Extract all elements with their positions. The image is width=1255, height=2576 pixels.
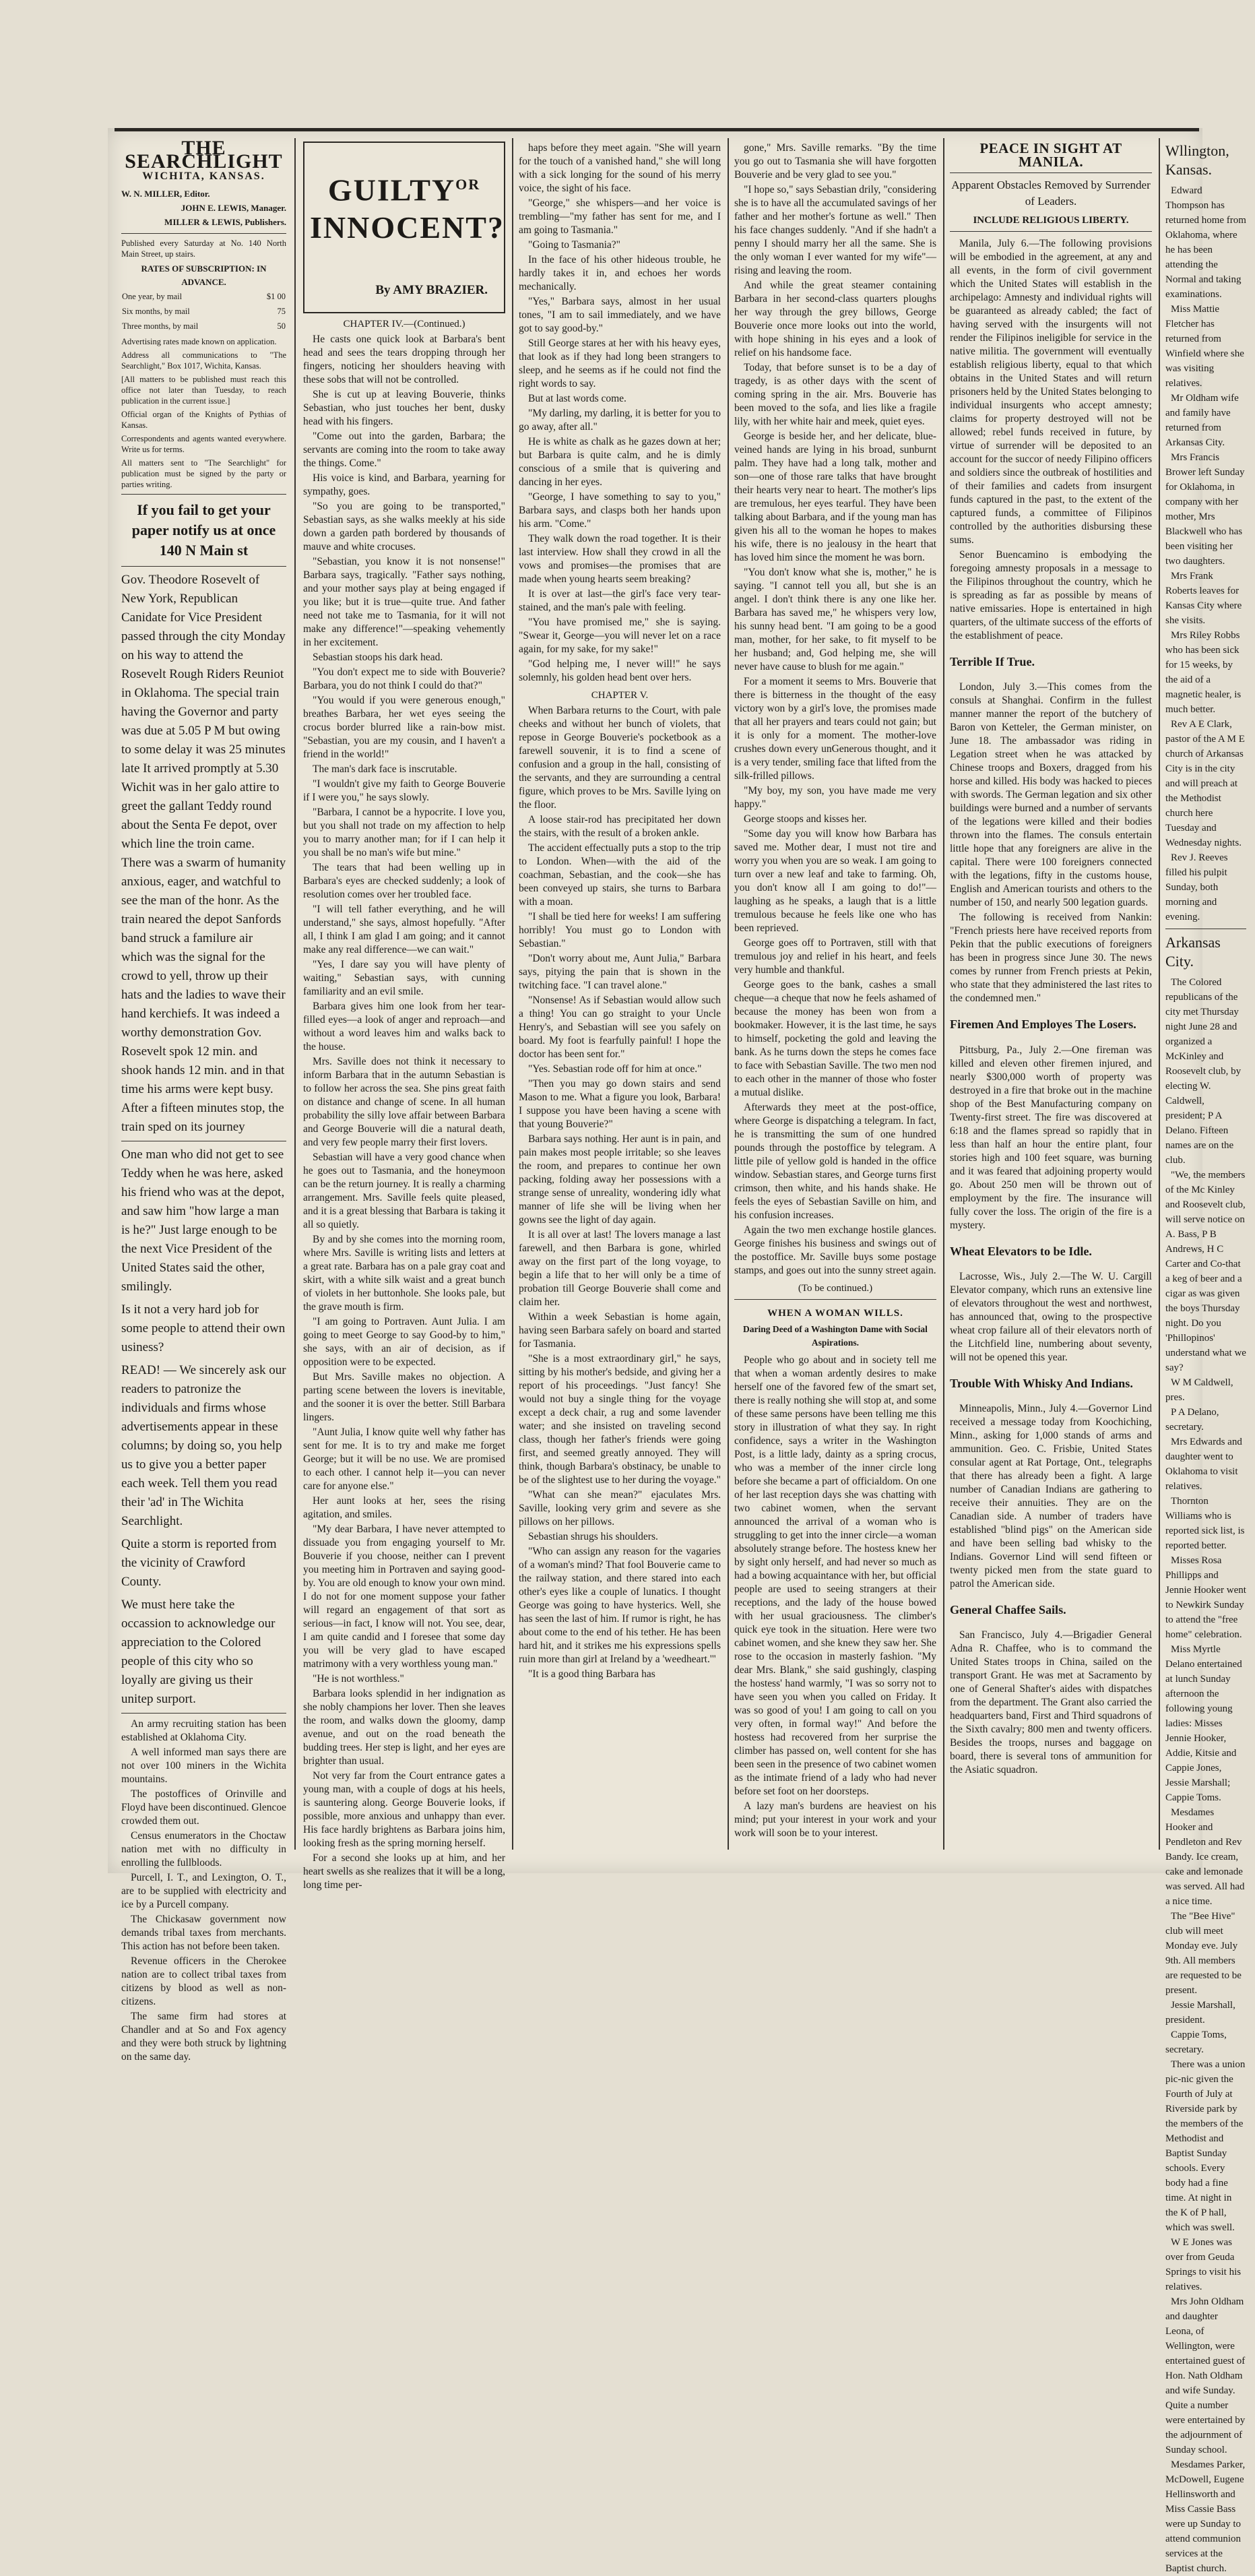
news-heading: Firemen And Employes The Losers. <box>950 1017 1136 1032</box>
paragraph: "Aunt Julia, I know quite well why father has sent for me. It is to try and make me forget George; but it will be no use. We are promised to each other. I cannot help it—you can never care for anyone else." <box>303 1426 505 1492</box>
roosevelt-item: Gov. Theodore Rosevelt of New York, Republican Canidate for Vice President passed through the city Monday on his way to attend the Rosevelt Rough Riders Reuniot in Oklahoma. The special train having the Governor and party was due at 5.05 P M but owing to some delay it was 25 minutes late It arrived promptly at 5.30 Wichit was in her galo attire to greet the gallant Teddy round about the Senta Fe depot, over which line the troin came. There was a swarm of humanity anxious, eager, and watchful to see the man of the honr. As the train neared the depot Sanfords band struck a familure air which was the signal for the crowd to yell, throw up their hats and the ladies to wave their hand kerchiefs. It was indeed a worthy demonstration Gov. Rosevelt spok 12 min. and shook hands 12 min. and in that time his arms were kept busy. After a fifteen minutes stop, the train sped on its journey <box>121 573 286 1134</box>
paragraph: P A Delano, secretary. <box>1165 1407 1219 1433</box>
peace-subtitle2: INCLUDE RELIGIOUS LIBERTY. <box>950 214 1152 232</box>
paragraph: "Barbara, I cannot be a hypocrite. I love you, but you shall not trade on my affection to help you to marry another man; for if I can help it you shall be no man's wife but mine." <box>303 807 505 858</box>
paragraph: "Then you may go down stairs and send Mason to me. What a figure you look, Barbara! I suppose you have been having a scene with that young Bouverie?" <box>519 1078 721 1130</box>
column-rule <box>512 138 513 1850</box>
paragraph: In the face of his other hideous trouble, he hardly takes it in, and echoes her words mechanically. <box>519 254 721 292</box>
divider <box>121 1713 286 1714</box>
paragraph: "You don't know what she is, mother," he is saying. "I cannot tell you all, but she is an angel. I don't think there is any one like her. Barbara has saved me," he whispers very low, his sunny head bent. "I am going to be a good man, mother, for her sake, to fit myself to be her husband; and, God helping me, she will never have cause to blush for me again." <box>734 567 936 672</box>
paragraph: George is beside her, and her delicate, blue-veined hands are lying in his broad, sunburnt palm. They have had a long talk, mother and son—one of those rare talks that have brought their hearts very near to heart. The mother's lips are tremulous, her eyes tearful. They have been talking about Barbara, and if the young man has given his all to the woman he hopes to makes his wife, there is no jealousy in the heart that has loved him since the moment he was born. <box>734 431 936 563</box>
story-text <box>303 333 505 1892</box>
paragraph: Jessie Marshall, president. <box>1165 2000 1235 2025</box>
column-story-3 <box>734 142 936 1846</box>
column-rule <box>943 138 944 1850</box>
news-item: Census enumerators in the Choctaw nation met with no difficulty in enrolling the fullbloods. <box>121 1830 286 1868</box>
news-paragraph: London, July 3.—This comes from the consuls at Shanghai. Confirm in the fullest manner manner the report of the butchery of Baron von Ketteler, the German minister, on June 18. The ambassador was riding in Legation street when he was attacked by Chinese troops and Boxers, dragged from his horse and killed. His body was hacked to pieces with swords. The German legation and six other buildings were burned and a number of servants of the legations were killed and their bodies thrown into the flames. The consuls entertain little hope that any foreigners are alive in the capital. There were 100 foreigners connected with the legations, fifty in the customs house, English and American tourists and others to the number of 150, and nearly 500 legation guards. <box>950 681 1152 909</box>
paragraph: Rev A E Clark, pastor of the A M E church of Arkansas City is in the city and will preach at the Methodist church here Tuesday and Wednesday nights. <box>1165 719 1245 848</box>
paragraph: "My dear Barbara, I have never attempted to dissuade you from engaging yourself to Mr. Bouverie if you choose, neither can I prevent you meeting him in Portraven and saying good-by. You are old enough to know your own mind. I do not for one moment suppose your father will regard an engagement of that sort as serious—in fact, I know will not. You see, dear, I am quite candid and I foresee that some day you will be very glad to have escaped matrimony with a very worthless young man." <box>303 1523 505 1670</box>
paragraph: Afterwards they meet at the post-office, where George is dispatching a telegram. In fact, he is transmitting the sum of one hundred pounds through the postoffice by telegram. A little pile of yellow gold is handed in the office window. Sebastian stares, and George turns first crimson, then white, and his hands shake. He feels the eyes of Sebastian Saville on him, and his confusion increases. <box>734 1102 936 1221</box>
paragraph: Mr Oldham wife and family have returned from Arkansas City. <box>1165 393 1239 448</box>
paragraph: Mrs John Oldham and daughter Leona, of Wellington, were entertained guest of Hon. Nath Oldham and wife Sunday. Quite a number were entertained by the adjournment of Sunday school. <box>1165 2296 1246 2455</box>
divider <box>121 566 286 567</box>
paragraph: Thornton Williams who is reported sick list, is reported better. <box>1165 1496 1245 1551</box>
paragraph: "I hope so," says Sebastian drily, "considering she is to have all the accumulated savings of her father and her mother's fortune as well." Then his face changes suddenly. "And if she hadn't a penny I should marry her all the same. She is the only woman I ever wanted for my wife"—rising and leaving the room. <box>734 184 936 276</box>
paragraph: gone," Mrs. Saville remarks. "By the time you go out to Tasmania she will have forgotten Bouverie and be very glad to see you." <box>734 142 936 181</box>
teddy-item: One man who did not get to see Teddy when he was here, asked his friend who was at the depot, and saw him "how large a man is he?" Just large enough to be the next Vice President of the United States said the other, smilingly. <box>121 1148 285 1294</box>
paragraph: "Who can assign any reason for the vagaries of a woman's mind? That fool Bouverie came to the railway station, and there stared into each other's eyes like a couple of lunatics. I thought George was going to have hysterics. Well, she has seen the last of him. If rumor is right, he has about come to the end of his tether. He has been hard hit, and it strikes me his expressions spells ruin more than girl at Ireland by a 'weedheart.'" <box>519 1546 721 1665</box>
paragraph: Mesdames Parker, McDowell, Eugene Hellinsworth and Miss Cassie Bass were up Sunday to attend communion services at the Baptist church. <box>1165 2459 1246 2574</box>
paragraph: W E Jones was over from Geuda Springs to visit his relatives. <box>1165 2237 1242 2292</box>
paragraph: George stoops and kisses her. <box>744 813 867 825</box>
paragraph: "Going to Tasmania?" <box>528 239 620 251</box>
agents-wanted: Correspondents and agents wanted everywhere. Write us for terms. <box>121 434 286 454</box>
wellington-text <box>1165 183 1246 924</box>
official-organ: Official organ of the Knights of Pythias of Kansas. <box>121 410 286 430</box>
paragraph: He is white as chalk as he gazes down at her; but Barbara is quite calm, and he is dimly conscious of a smile that is quivering and dancing in her eyes. <box>519 436 721 488</box>
paragraph: "My boy, my son, you have made me very happy." <box>734 785 936 810</box>
paragraph: Again the two men exchange hostile glances. George finishes his business and swings out of the postoffice. Mr. Saville buys some postage stamps, and goes out into the sunny street again. <box>734 1224 936 1276</box>
masthead-manager: JOHN E. LEWIS, Manager. <box>181 203 286 213</box>
paragraph: "God helping me, I never will!" he says solemnly, his golden head bent over hers. <box>519 658 721 683</box>
paragraph: "George," she whispers—and her voice is trembling—"my father has sent for me, and I am going to Tasmania." <box>519 197 721 236</box>
paragraph: "So you are going to be transported," Sebastian says, as she walks meekly at his side down a garden path bordered by thousands of mauve and white crocuses. <box>303 501 505 553</box>
storm-item: Quite a storm is reported from the vicinity of Crawford County. <box>121 1537 277 1589</box>
masthead-editor: W. N. MILLER, Editor. <box>121 189 210 199</box>
paragraph: But Mrs. Saville makes no objection. A parting scene between the lovers is inevitable, and the sooner it is over the better. Still Barbara lingers. <box>303 1371 505 1423</box>
column-masthead <box>121 137 286 2063</box>
paragraph: "Don't worry about me, Aunt Julia," Barbara says, pitying the pain that is shown in the twitching face. "I can travel alone." <box>519 953 721 991</box>
paragraph: Her aunt looks at her, sees the rising agitation, and smiles. <box>303 1495 505 1520</box>
wellington-title: Wllington, Kansas. <box>1165 142 1229 178</box>
news-heading: General Chaffee Sails. <box>950 1603 1066 1617</box>
paragraph: Rev J. Reeves filled his pulpit Sunday, both morning and evening. <box>1165 852 1228 922</box>
news-paragraph: Pittsburg, Pa., July 2.—One fireman was killed and eleven other firemen injured, and nearly $300,000 worth of property was destroyed in a fire that broke out in the machine shop of the Best Manufacturing company on Twenty-first street. The fire was discovered at 6:18 and the flames spread so rapidly that in less than half an hour the entire plant, four stories high and 100 feet square, was burning and it was feared that adjoining property would go. About 250 men will be thrown out of employment by the fire. The insurance will fully cover the loss. The origin of the fire is a mystery. <box>950 1044 1152 1231</box>
masthead-title: THE SEARCHLIGHT <box>125 137 283 172</box>
news-item: Revenue officers in the Cherokee nation are to collect tribal taxes from citizens by blood as well as non-citizens. <box>121 1955 286 2007</box>
rates-heading: RATES OF SUBSCRIPTION: IN ADVANCE. <box>141 263 267 287</box>
paragraph: The accident effectually puts a stop to the trip to London. When—with the aid of the coachman, Sebastian, and the cook—she has been conveyed up stairs, she turns to Barbara with a moan. <box>519 842 721 908</box>
paragraph: The man's dark face is inscrutable. <box>313 763 457 775</box>
paragraph: For a second she looks up at him, and her heart swells as she realizes that it will be a long, long time per- <box>303 1852 505 1891</box>
paragraph: "It is a good thing Barbara has <box>528 1668 655 1680</box>
paragraph: Mrs Francis Brower left Sunday for Oklahoma, in company with her mother, Mrs Blackwell who has been visiting her two daughters. <box>1165 452 1245 567</box>
paragraph: Mrs. Saville does not think it necessary to inform Barbara that in the autumn Sebastian is to follow her across the sea. She pins great faith on distance and change of scene. In all human probability the silly love affair between Barbara and George Bouverie will die a natural death, and very few people marry their first lovers. <box>303 1056 505 1148</box>
paragraph: Barbara looks splendid in her indignation as she nobly champions her lover. Then she leaves the room, and walks down the gloomy, damp avenue, and out on the road beneath the budding trees. Her step is light, and her eyes are brighter than usual. <box>303 1688 505 1767</box>
deadline: [All matters to be published must reach this office not later than Tuesday, to reach publication in the current issue.] <box>121 375 286 406</box>
paragraph: W M Caldwell, pres. <box>1165 1377 1233 1403</box>
woman-subtitle: Daring Deed of a Washington Dame with Social Aspirations. <box>743 1324 928 1348</box>
paragraph: Miss Mattie Fletcher has returned from Winfield where she was visiting relatives. <box>1165 304 1244 389</box>
paragraph: "She is a most extraordinary girl," he says, sitting by his mother's bedside, and giving her a report of his proceedings. "Just fancy! She would not buy a single thing for the voyage except a deck chair, a rug and some lavender water; and she insisted on traveling second class, though her father's friends were going first, and seemed greatly annoyed. They will think, though Barbara's obstinacy, be unable to be of the slightest use to her during the voyage." <box>519 1353 721 1486</box>
paragraph: Sebastian will have a very good chance when he goes out to Tasmania, and the honeymoon can be the return journey. It is really a charming arrangement. Mrs. Saville feels quite pleased, and it is a great blessing that Barbara is taking it all so quietly. <box>303 1152 505 1230</box>
paragraph: "You would if you were generous enough," breathes Barbara, her wet eyes seeing the crocus border blurred like a rain-bow mist. "Sebastian, you are my cousin, and I haven't a friend in the world!" <box>303 695 505 760</box>
column-rule <box>1159 138 1160 1850</box>
paragraph: It is all over at last! The lovers manage a last farewell, and then Barbara is gone, whirled away on the first part of the long voyage, to begin a life that to her will only be a time of probation till George Bouverie shall come and claim her. <box>519 1229 721 1308</box>
signed-note: All matters sent to "The Searchlight" for publication must be signed by the party or parties writing. <box>121 458 286 489</box>
read-item: READ! — We sincerely ask our readers to patronize the individuals and firms whose advertisements appear in these columns; by doing so, you help us to give you a better paper each week. Tell them you read their 'ad' in The Wichita Searchlight. <box>121 1363 286 1528</box>
ad-rates: Advertising rates made known on application. <box>121 337 277 346</box>
chapter-heading: CHAPTER V. <box>591 690 649 701</box>
paragraph: She is cut up at leaving Bouverie, thinks Sebastian, who just touches her bent, dusky head with his fingers. <box>303 389 505 427</box>
continued-note: (To be continued.) <box>798 1283 873 1294</box>
paragraph: When Barbara returns to the Court, with pale cheeks and without her bunch of violets, that repose in George Bouverie's pocketbook as a farewell souvenir, it is to find a scene of confusion and a group in the hall, consisting of the servants, and they are surrounding a central figure, which proves to be Mrs. Saville lying on the floor. <box>519 705 721 811</box>
paragraph: Mrs Edwards and daughter went to Oklahoma to visit relatives. <box>1165 1437 1242 1492</box>
paragraph: "Nonsense! As if Sebastian would allow such a thing! You can go straight to your Uncle Henry's, and Sebastian will see you safely on board. My foot is fearfully painful! I hope the doctor has been sent for." <box>519 995 721 1060</box>
paragraph: But at last words come. <box>528 393 626 404</box>
paragraph: Mrs Frank Roberts leaves for Kansas City where she visits. <box>1165 571 1242 626</box>
paragraph: Within a week Sebastian is home again, having seen Barbara safely on board and started for Tasmania. <box>519 1311 721 1350</box>
news-heading: Wheat Elevators to be Idle. <box>950 1244 1092 1258</box>
news-heading: Trouble With Whisky And Indians. <box>950 1376 1133 1390</box>
paragraph: For a moment it seems to Mrs. Bouverie that there is bitterness in the thought of the easy victory won by a girl's love, the promises made that all her prayers and tears could not gain; but it is only for a moment. The mother-love crushes down every unGenerous thought, and it is a very tender, smiling face that lifted from the silk-frilled pillows. <box>734 676 936 782</box>
divider <box>121 494 286 495</box>
woman-title: WHEN A WOMAN WILLS. <box>767 1308 903 1319</box>
paragraph: Barbara gives him one look from her tear-filled eyes—a look of anger and reproach—and without a word leaves him and walks back to the house. <box>303 1001 505 1053</box>
paragraph: "I am going to Portraven. Aunt Julia. I am going to meet George to say Good-by to him," she says, with an air of decision, as if opposition were to be expected. <box>303 1316 505 1368</box>
paragraph: "I wouldn't give my faith to George Bouverie if I were you," he says slowly. <box>303 778 505 803</box>
column-peace-news <box>950 142 1152 1846</box>
paragraph: George goes off to Portraven, still with that tremulous joy and relief in his heart, and feels very humble and thankful. <box>734 937 936 976</box>
paragraph: It is over at last—the girl's face very tear-stained, and the man's pale with feeling. <box>519 588 721 613</box>
masthead-publishers: MILLER & LEWIS, Publishers. <box>164 217 286 227</box>
rate-row: Three months, by mail 50 <box>122 321 286 331</box>
arkansas-title: Arkansas City. <box>1165 934 1221 970</box>
paragraph: "Come out into the garden, Barbara; the servants are coming into the room to take away the things. Come." <box>303 431 505 469</box>
story-text <box>519 704 721 1681</box>
address: Address all communications to "The Searchlight," Box 1017, Wichita, Kansas. <box>121 350 286 371</box>
divider <box>734 1299 936 1300</box>
paragraph: There was a union pic-nic given the Fourth of July at Riverside park by the members of the Methodist and Baptist Sunday schools. Every body had a fine time. At night in the K of P hall, which was swell. <box>1165 2059 1246 2233</box>
paragraph: "He is not worthless." <box>313 1673 404 1685</box>
paragraph: Sebastian shrugs his shoulders. <box>528 1531 658 1542</box>
paragraph: "What can she mean?" ejaculates Mrs. Saville, looking very grim and severe as she pillows on her pillows. <box>519 1489 721 1528</box>
paragraph: Miss Myrtle Delano entertained at lunch Sunday afternoon the following young ladies: Misses Jennie Hooker, Addie, Kitsie and Cappie Jones, Jessie Marshall; Cappie Toms. <box>1165 1644 1242 1803</box>
paragraph: A lazy man's burdens are heaviest on his mind; put your interest in your work and your work will soon be to your interest. <box>734 1800 936 1839</box>
paragraph: The "Bee Hive" club will meet Monday eve. July 9th. All members are requested to be present. <box>1165 1911 1242 1996</box>
paragraph: "Sebastian, you know it is not nonsense!" Barbara says, tragically. "Father says nothing, and your mother says play at being engaged if you like; but it is true—quite true. And father need not take me to Tasmania, for it will not make any difference!"—speaking vehemently in her excitement. <box>303 556 505 648</box>
news-paragraph: San Francisco, July 4.—Brigadier General Adna R. Chaffee, who is to command the United States troops in China, sailed on the transport Grant. He was met at Sacramento by one of General Shafter's aides with dispatches from the department. The Grant also carried the headquarters band, First and Third squadrons of the Sixth cavalry; 800 men and twenty officers. Besides the troops, nurses and baggage on board, there is several tons of ammunition for the Asiatic squadron. <box>950 1629 1152 1776</box>
divider <box>121 233 286 234</box>
paragraph: People who go about and in society tell me that when a woman ardently desires to make herself one of the favored few of the smart set, there is really nothing she will stop at, and some of these same persons have been telling me this story in illustration of what they say. In right confidence, says a writer in the Washington Post, is a little lady, dainty as a spring crocus, who was a member of the inner circle long before she became a part of officialdom. On one of her last reception days she was chatting with two cabinet women, when the servant announced the arrival of a woman who is struggling to get into the inner circle—a woman absolutely strange before. The hostess knew her by sight only herself, and had never so much as had a bowing acquaintance with her, but official people are used to seeing strangers at their receptions, and the lady of the house bowed with her usual graciousness. The climber's quick eye took in the situation. Here were two cabinet women, and she knew they saw her. She rose to the occasion in masterly fashion. "My dear Mrs. Blank," she said gushingly, clasping the hostess' hand warmly, "I was so sorry not to have seen you when you called on Friday. It was so good of you! I am going to call on you very often, in formal way!" And before the hostess had recovered from her surprise the climber has passed on, well content for she has been seen in the presence of two cabinet women as the intimate friend of a lady who had never before set foot on her doorsteps. <box>734 1354 936 1797</box>
paragraph: A loose stair-rod has precipitated her down the stairs, with the result of a broken ankle. <box>519 814 721 839</box>
masthead-place: WICHITA, KANSAS. <box>142 170 265 182</box>
news-paragraph: Lacrosse, Wis., July 2.—The W. U. Cargill Elevator company, which runs an extensive line of elevators throughout the west and northwest, has announced that, owing to the prospective wheat crop failure all of their elevators north of the Litchfield line, numbering about seventy, will not be opened this year. <box>950 1270 1152 1363</box>
column-rule <box>294 138 296 1850</box>
paragraph: "Yes, I dare say you will have plenty of waiting," Sebastian says, with cunning familiarity and an evil smile. <box>303 959 505 997</box>
paragraph: Today, that before sunset is to be a day of tragedy, is as other days with the scent of coming spring in the air. Mrs. Bouverie has been moved to the sofa, and lies like a fragile lily, with her white hair and meek, quiet eyes. <box>734 362 936 427</box>
rate-row: One year, by mail $1 00 <box>122 292 286 301</box>
paragraph: "You don't expect me to side with Bouverie? Barbara, you do not think I could do that?" <box>303 666 505 691</box>
news-item: An army recruiting station has been established at Oklahoma City. <box>121 1718 286 1743</box>
chapter-heading: CHAPTER IV.—(Continued.) <box>343 319 465 329</box>
rates-table <box>121 289 286 334</box>
news-item: A well informed man says there are not over 100 miners in the Wichita mountains. <box>121 1747 286 1785</box>
paragraph: Edward Thompson has returned home from Oklahoma, where he has been attending the Normal and taking examinations. <box>1165 185 1246 300</box>
paragraph: "Some day you will know how Barbara has saved me. Mother dear, I must not tire and worry you when you are so weak. I am going to turn over a new leaf and take to farming. Oh, you don't know all I am going to do!"—laughing as he speaks, a laugh that is a little tremulous because he feels like one who has been reprieved. <box>734 828 936 934</box>
masthead-published: Published every Saturday at No. 140 North Main Street, up stairs. <box>121 239 286 259</box>
paragraph: The Colored republicans of the city met Thursday night June 28 and organized a McKinley and Roosevelt club, by electing W. Caldwell, president; P A Delano. Fifteen names are on the club. <box>1165 977 1242 1166</box>
news-item: The same firm had stores at Chandler and at So and Fox agency and they were both struck by lightning on the same day. <box>121 2011 286 2063</box>
paragraph: "George, I have something to say to you," Barbara says, and clasps both her hands upon his arm. "Come." <box>519 491 721 530</box>
paragraph: haps before they meet again. "She will yearn for the touch of a vanished hand," she will long with a sick longing for the sound of his merry voice, the sight of his face. <box>519 142 721 194</box>
paragraph: Misses Rosa Phillipps and Jennie Hooker went to Newkirk Sunday to attend the "free home" celebration. <box>1165 1555 1246 1640</box>
paragraph: George goes to the bank, cashes a small cheque—a cheque that now he feels ashamed of because the money has been won from a bookmaker. However, it is the last time, he says to himself, pocketing the gold and leaving the bank. As he turns down the steps he comes face to face with Sebastian Saville. The two men nod to each other in the manner of those who foster a mutual dislike. <box>734 979 936 1098</box>
paragraph: They walk down the road together. It is their last interview. How shall they crowd in all the vows and promises—the promises that are made when young hearts seem breaking? <box>519 533 721 585</box>
paragraph: "Yes. Sebastian rode off for him at once." <box>528 1063 702 1075</box>
paragraph: "You have promised me," she is saying. "Swear it, George—you will never let on a race again, for my sake, for my sake!" <box>519 617 721 655</box>
story-byline: By AMY BRAZIER. <box>375 283 488 297</box>
peace-subtitle: Apparent Obstacles Removed by Surrender of Leaders. <box>951 179 1151 208</box>
paragraph: And while the great steamer containing Barbara in her second-class quarters ploughs her way through the grey billows, George Bouverie once more looks out into the world, with hope shining in his eyes and a look of relief on his handsome face. <box>734 280 936 358</box>
paragraph: Not very far from the Court entrance gates a young man, with a couple of dogs at his heels, is sauntering along. George Bouverie looks, if possible, more anxious and unhappy than ever. His face hardly brightens as Barbara joins him, looking fresh as the spring morning herself. <box>303 1770 505 1849</box>
paragraph: The tears that had been welling up in Barbara's eyes are checked suddenly; a look of resolution comes over her troubled face. <box>303 862 505 900</box>
paragraph: "My darling, my darling, it is better for you to go away, after all." <box>519 408 721 433</box>
paragraph: By and by she comes into the morning room, where Mrs. Saville is writing lists and letters at a great rate. Barbara has on a pale gray coat and skirt, with a white silk waist and a great bunch of violets in her buttonhole. She looks pale, but the grave mouth is firm. <box>303 1234 505 1313</box>
news-item: Purcell, I. T., and Lexington, O. T., are to be supplied with electricity and ice by a Purcell company. <box>121 1872 286 1910</box>
news-paragraph: Minneapolis, Minn., July 4.—Governor Lind received a message today from Koochiching, Minn., asking for 1,000 stands of arms and ammunition. Geo. C. Frisbie, United States consular agent at Rat Portage, Ont., telegraphs that there has already been a fight. A large number of Canadian Indians are gathering to receive their annuities. They are on the Canadian side. A number of traders have established "blind pigs" on the American side and have been selling bad whisky to the Indians. Governor Lind will send fifteen or twenty picked men from the state guard to patrol the American side. <box>950 1403 1152 1590</box>
news-paragraph: The following is received from Nankin: "French priests here have received reports from Pekin that the public executions of foreigners has been in progress since June 30. The news comes by runner from French priests at Pekin, who state that they administered the last rites to the condemned men." <box>950 912 1152 1005</box>
peace-paragraph: Senor Buencamino is embodying the foregoing amnesty proposals in a message to the Filipinos throughout the country, which he is spreading as far as possible by means of native emissaries. Hope is entertained in high quarters, of the ultimate success of the efforts of the establishment of peace. <box>950 549 1152 641</box>
paragraph: His voice is kind, and Barbara, yearning for sympathy, goes. <box>303 472 505 497</box>
column-rule <box>728 138 729 1850</box>
peace-paragraph: Manila, July 6.—The following provisions will be embodied in the agreement, at any and all events, in the form of civil government which the United States will establish in the archipelago: Amnesty and individual rights will be guaranteed as already cabled; the fact of having served with the insurgents will not render the Filipinos ineligible for service in the native militia. The government will eventually establish religious liberty, equal to that which obtains in the United States and will return prisoners held by the United States belonging to individual insurgents who accept amnesty; claims for property destroyed will not be allowed; rebel funds received in future, by virtue of surrender will be deposited to an account for the succor of needy Filipino officers and soldiers since the outbreak of hostilities and of their families and cadets from insurgent funds captured in the past, to the extent of the captured funds, a committee of Filipinos controlled by the authorities disbursing these sums. <box>950 238 1152 546</box>
paragraph: Barbara says nothing. Her aunt is in pain, and pain makes most people irritable; so she leaves the room, and prepares to continue her own packing, folding away her possessions with a strange sense of unreality, wondering idly what manner of life she will be living when her gowns see the light of day again. <box>519 1133 721 1226</box>
paragraph: Sebastian stoops his dark head. <box>313 652 443 663</box>
paragraph: Mesdames Hooker and Pendleton and Rev Bandy. Ice cream, cake and lemonade was served. All had a nice time. <box>1165 1807 1245 1907</box>
column-story-2 <box>519 142 721 1846</box>
notice: If you fail to get your paper notify us at once 140 N Main st <box>131 501 276 559</box>
story-text <box>519 142 721 685</box>
paragraph: "I will tell father everything, and he will understand," she says, almost hopefully. "After all, I think I am glad I am going; and it cannot make any real difference—we can wait." <box>303 904 505 955</box>
news-item: The Chickasaw government now demands tribal taxes from merchants. This action has not before been taken. <box>121 1914 286 1952</box>
paragraph: "We, the members of the Mc Kinley and Roosevelt club, will serve notice on A. Bass, P B Andrews, H C Carter and Co-that a keg of beer and a cigar as was given the boys Thursday night. Do you 'Phillopinos' understand what we say? <box>1165 1170 1246 1373</box>
paragraph: He casts one quick look at Barbara's bent head and sees the tears dropping through her fingers, noticing her shoulders heaving with these sobs that will not be controlled. <box>303 334 505 385</box>
top-rule <box>115 128 1199 131</box>
news-item: The postoffices of Orinville and Floyd have been discontinued. Glencoe crowded them out. <box>121 1788 286 1827</box>
thanks-item: We must here take the occassion to acknowledge our appreciation to the Colored people of this city who so loyally are giving us their unitep surport. <box>121 1598 276 1706</box>
story-header <box>303 142 505 313</box>
paragraph: "Yes," Barbara says, almost in her usual tones, "I am to sail immediately, and we have got to say good-by." <box>519 296 721 334</box>
column-story-1 <box>303 142 505 1891</box>
story-text <box>734 142 936 1278</box>
news-heading: Terrible If True. <box>950 655 1035 669</box>
rate-row: Six months, by mail 75 <box>122 307 286 316</box>
business-item: Is it not a very hard job for some people to attend their own usiness? <box>121 1302 286 1354</box>
arkansas-text <box>1165 975 1246 2576</box>
story-title: $GUILTY^{OR}$ INNOCENT? <box>310 172 505 245</box>
paragraph: Mrs Riley Robbs who has been sick for 15 weeks, by the aid of a magnetic healer, is much better. <box>1165 630 1242 715</box>
paragraph: Still George stares at her with his heavy eyes, that look as if they had long been strangers to sleep, and he seems as if he could not find the right words to say. <box>519 338 721 389</box>
peace-title: PEACE IN SIGHT AT MANILA. <box>950 142 1152 173</box>
paragraph: Cappie Toms, secretary. <box>1165 2030 1227 2055</box>
woman-text <box>734 1354 936 1840</box>
column-local <box>1165 142 1246 2574</box>
paragraph: "I shall be tied here for weeks! I am suffering horribly! You must go to London with Sebastian." <box>519 911 721 949</box>
